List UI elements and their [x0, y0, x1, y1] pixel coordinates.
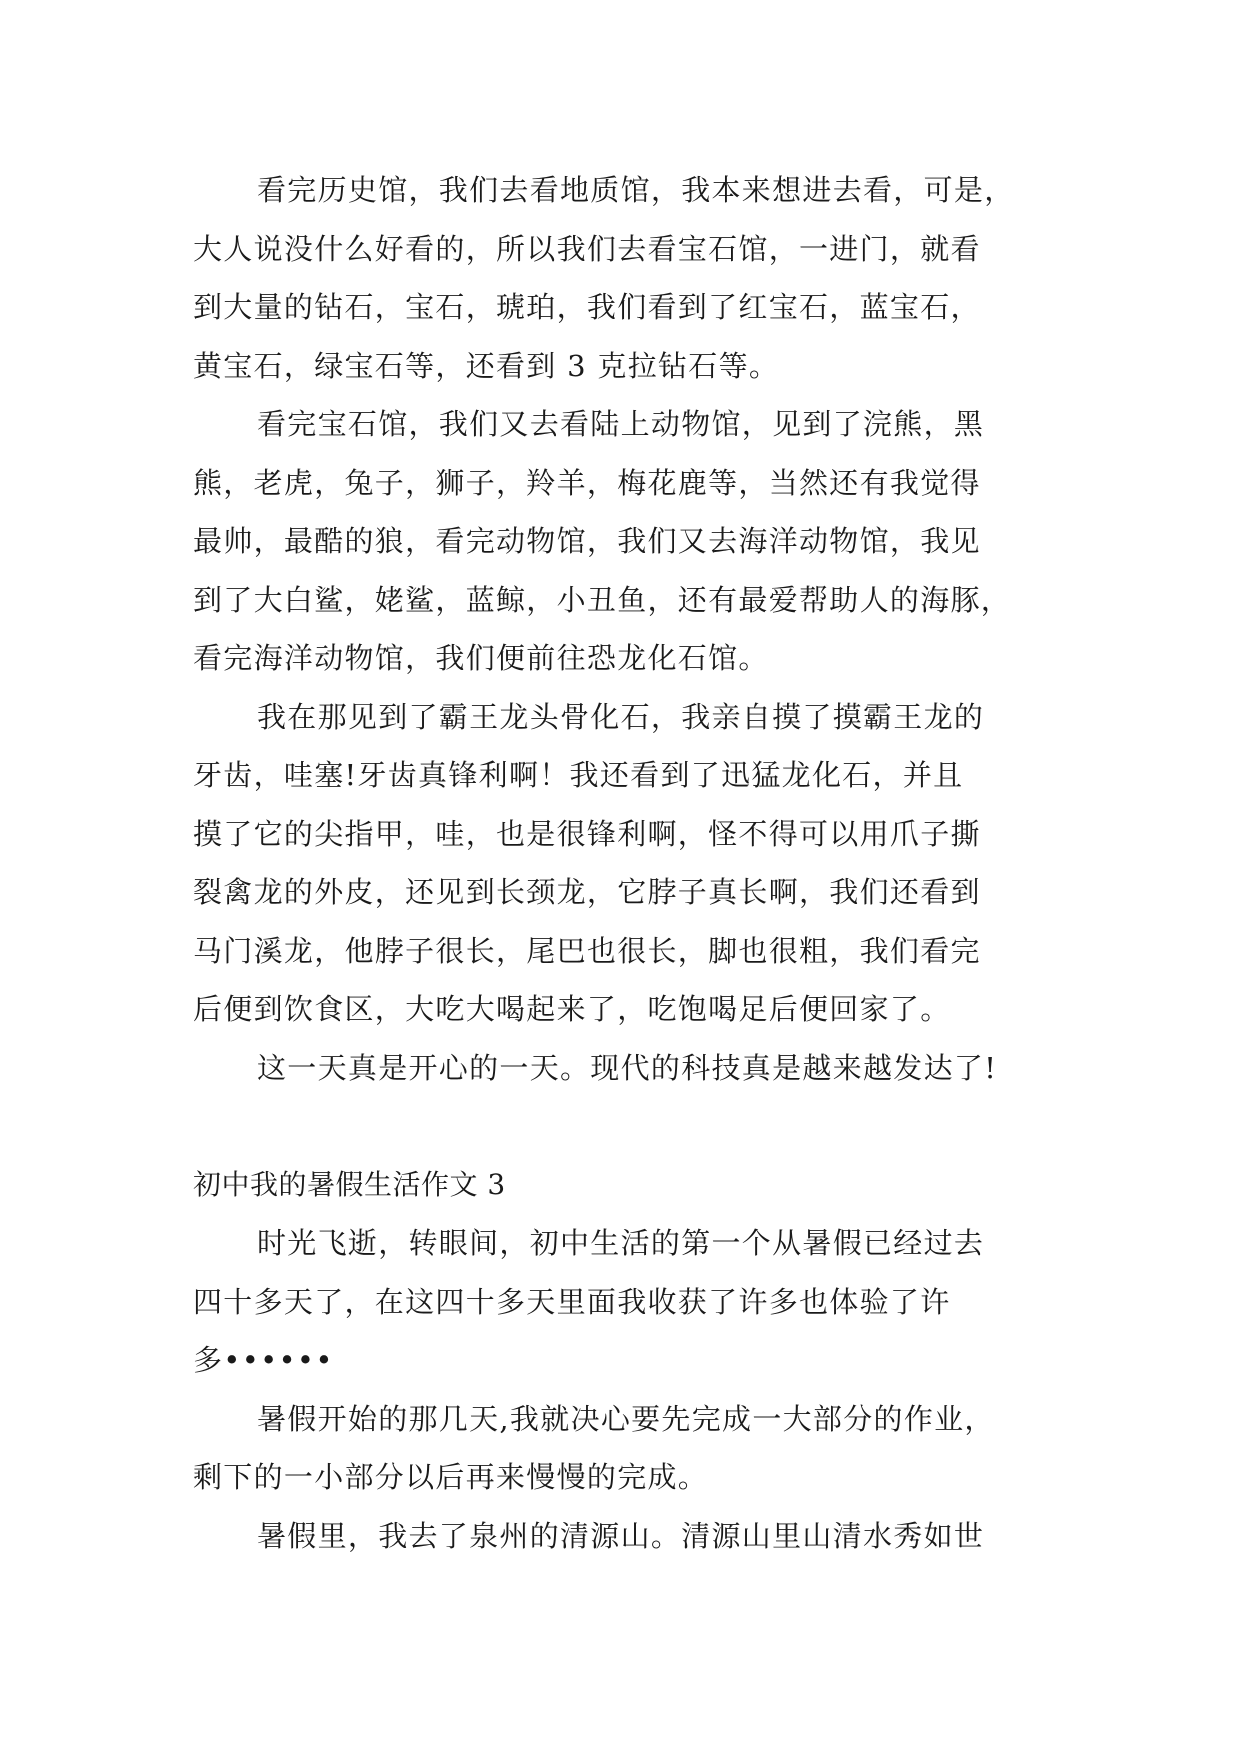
- paragraph-line: 牙齿，哇塞!牙齿真锋利啊！我还看到了迅猛龙化石，并且: [193, 758, 964, 792]
- section-heading: 初中我的暑假生活作文 3: [193, 1167, 506, 1201]
- paragraph-line: 到大量的钻石，宝石，琥珀，我们看到了红宝石，蓝宝石，: [193, 290, 981, 324]
- paragraph-line: 看完历史馆，我们去看地质馆，我本来想进去看，可是，: [257, 173, 1015, 207]
- paragraph-line: 大人说没什么好看的，所以我们去看宝石馆，一进门，就看: [193, 231, 981, 266]
- paragraph-line: 裂禽龙的外皮，还见到长颈龙，它脖子真长啊，我们还看到: [193, 875, 981, 909]
- paragraph-line: 后便到饮食区，大吃大喝起来了，吃饱喝足后便回家了。: [193, 992, 951, 1026]
- article-body: [193, 161, 1053, 1565]
- paragraph-line: 黄宝石，绿宝石等，还看到 3 克拉钻石等。: [193, 348, 780, 383]
- paragraph-line: 剩下的一小部分以后再来慢慢的完成。: [193, 1460, 709, 1494]
- section-gap: [193, 1097, 1053, 1156]
- paragraph-line: 四十多天了，在这四十多天里面我收获了许多也体验了许: [193, 1284, 951, 1319]
- paragraph-line: 看完宝石馆，我们又去看陆上动物馆，见到了浣熊，黑: [257, 407, 985, 441]
- paragraph-line: 这一天真是开心的一天。现代的科技真是越来越发达了!: [257, 1050, 998, 1085]
- paragraph-line: 到了大白鲨，姥鲨，蓝鲸，小丑鱼，还有最爱帮助人的海豚，: [193, 582, 1012, 617]
- paragraph-line: 看完海洋动物馆，我们便前往恐龙化石馆。: [193, 641, 769, 675]
- paragraph-line: 时光飞逝，转眼间，初中生活的第一个从暑假已经过去: [257, 1226, 985, 1260]
- paragraph-line: 熊，老虎，兔子，狮子，羚羊，梅花鹿等，当然还有我觉得: [193, 465, 981, 500]
- paragraph-line: 我在那见到了霸王龙头骨化石，我亲自摸了摸霸王龙的: [257, 699, 985, 734]
- paragraph-line: 摸了它的尖指甲，哇，也是很锋利啊，怪不得可以用爪子撕: [193, 816, 981, 851]
- paragraph-line: 多••••••: [193, 1343, 334, 1377]
- paragraph-line: 暑假开始的那几天,我就决心要先完成一大部分的作业，: [257, 1401, 995, 1436]
- paragraph-line: 暑假里，我去了泉州的清源山。清源山里山清水秀如世: [257, 1518, 985, 1553]
- paragraph-line: 最帅，最酷的狼，看完动物馆，我们又去海洋动物馆，我见: [193, 524, 981, 558]
- paragraph-line: 马门溪龙，他脖子很长，尾巴也很长，脚也很粗，我们看完: [193, 933, 981, 968]
